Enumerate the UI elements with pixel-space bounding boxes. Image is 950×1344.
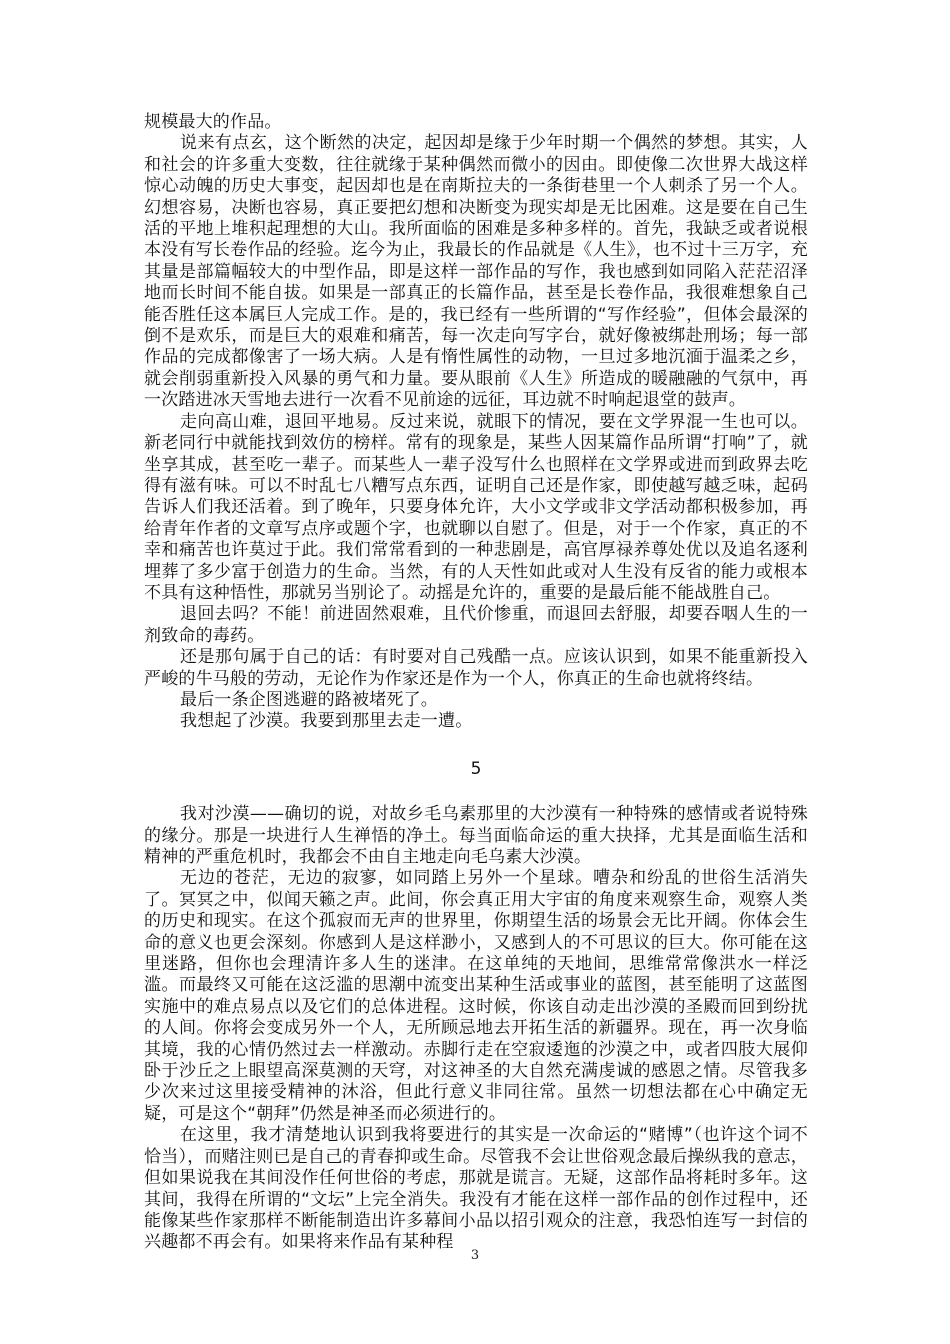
paragraph: 规模最大的作品。 bbox=[144, 112, 282, 132]
page-number: 3 bbox=[470, 1248, 480, 1263]
document-page bbox=[144, 112, 808, 1254]
paragraph: 最后一条企图逃避的路被堵死了。 bbox=[180, 689, 438, 710]
paragraph: 无边的苍茫，无边的寂寥，如同踏上另外一个星球。嘈杂和纷乱的世俗生活消失了。冥冥之中，似闻天籁之声。此间，你会真正用大宇宙的角度来观察生命，观察人类的历史和现实。在这个孤寂而无声的世界里，你期望生活的场景会无比开阔。你体会生命的意义也更会深刻。你感到人是这样渺小，又感到人的不可思议的巨大。你可能在这里迷路，但你也会理清许多人生的迷津。在这单纯的天地间，思维常常像洪水一样泛滥。而最终又可能在这泛滥的思潮中流变出某种生活或事业的蓝图，甚至能明了这蓝图实施中的难点易点以及它们的总体进程。这时候，你该自动走出沙漠的圣殿而回到纷扰的人间。你将会变成另外一个人，无所顾忌地去开拓生活的新疆界。现在，再一次身临其境，我的心情仍然过去一样激动。赤脚行走在空寂逶迤的沙漠之中，或者四肢大展仰卧于沙丘之上眼望高深莫测的天穹，对这神圣的大自然充满虔诚的感恩之情。尽管我多少次来过这里接受精神的沐浴，但此行意义非同往常。虽然一切想法都在心中确定无疑，可是这个“朝拜”仍然是神圣而必须进行的。 bbox=[144, 868, 808, 1124]
paragraph: 退回去吗？不能！前进固然艰难，且代价惨重，而退回去舒服，却要吞咽人生的一剂致命的毒药。 bbox=[144, 604, 808, 646]
paragraph: 说来有点玄，这个断然的决定，起因却是缘于少年时期一个偶然的梦想。其实，人和社会的许多重大变数，往往就缘于某种偶然而微小的因由。即使像二次世界大战这样惊心动魄的历史大事变，起因却也是在南斯拉夫的一条街巷里一个人刺杀了另一个人。幻想容易，决断也容易，真正要把幻想和决断变为现实却是无比困难。这是要在自己生活的平地上堆积起理想的大山。我所面临的困难是多种多样的。首先，我缺乏或者说根本没有写长卷作品的经验。迄今为止，我最长的作品就是《人生》，也不过十三万字，充其量是部篇幅较大的中型作品，即是这样一部作品的写作，我也感到如同陷入茫茫沼泽地而长时间不能自拔。如果是一部真正的长篇作品，甚至是长卷作品，我很难想象自己能否胜任这本属巨人完成工作。是的，我已经有一些所谓的“写作经验”，但体会最深的倒不是欢乐，而是巨大的艰难和痛苦，每一次走向写字台，就好像被绑赴刑场；每一部作品的完成都像害了一场大病。人是有惰性属性的动物，一旦过多地沉湎于温柔之乡，就会削弱重新投入风暴的勇气和力量。要从眼前《人生》所造成的暖融融的气氛中，再一次踏进冰天雪地去进行一次看不见前途的远征，耳边就不时响起退堂的鼓声。 bbox=[144, 133, 808, 411]
section-number: 5 bbox=[470, 758, 482, 779]
paragraph: 在这里，我才清楚地认识到我将要进行的其实是一次命运的“赌博”（也许这个词不恰当），而赌注则已是自己的青春抑或生命。尽管我不会让世俗观念最后操纵我的意志，但如果说我在其间没作任何世俗的考虑，那就是谎言。无疑，这部作品将耗时多年。这其间，我得在所谓的“文坛”上完全消失。我没有才能在这样一部作品的创作过程中，还能像某些作家那样不断能制造出许多幕间小品以招引观众的注意，我恐怕连写一封信的兴趣都不再会有。如果将来作品有某种程 bbox=[144, 1125, 808, 1253]
paragraph: 还是那句属于自己的话：有时要对自己残酷一点。应该认识到，如果不能重新投入严峻的牛马般的劳动，无论作为作家还是作为一个人，你真正的生命也就将终结。 bbox=[144, 647, 808, 689]
paragraph: 我想起了沙漠。我要到那里去走一遭。 bbox=[180, 711, 473, 732]
paragraph: 我对沙漠——确切的说，对故乡毛乌素那里的大沙漠有一种特殊的感情或者说特殊的缘分。那是一块进行人生禅悟的净土。每当面临命运的重大抉择，尤其是面临生活和精神的严重危机时，我都会不由自主地走向毛乌素大沙漠。 bbox=[144, 804, 808, 867]
paragraph: 走向高山难，退回平地易。反过来说，就眼下的情况，要在文学界混一生也可以。新老同行中就能找到效仿的榜样。常有的现象是，某些人因某篇作品所谓“打响”了，就坐享其成，甚至吃一辈子。而某些人一辈子没写什么也照样在文学界或进而到政界去吃得有滋有味。可以不时乱七八糟写点东西，证明自己还是作家，即使越写越乏味，起码告诉人们我还活着。到了晚年，只要身体允许，大小文学或非文学活动都积极参加，再给青年作者的文章写点序或题个字，也就聊以自慰了。但是，对于一个作家，真正的不幸和痛苦也许莫过于此。我们常常看到的一种悲剧是，高官厚禄养尊处优以及追名逐利埋葬了多少富于创造力的生命。当然，有的人天性如此或对人生没有反省的能力或根本不具有这种悟性，那就另当别论了。动摇是允许的，重要的是最后能不能战胜自己。 bbox=[144, 411, 808, 603]
